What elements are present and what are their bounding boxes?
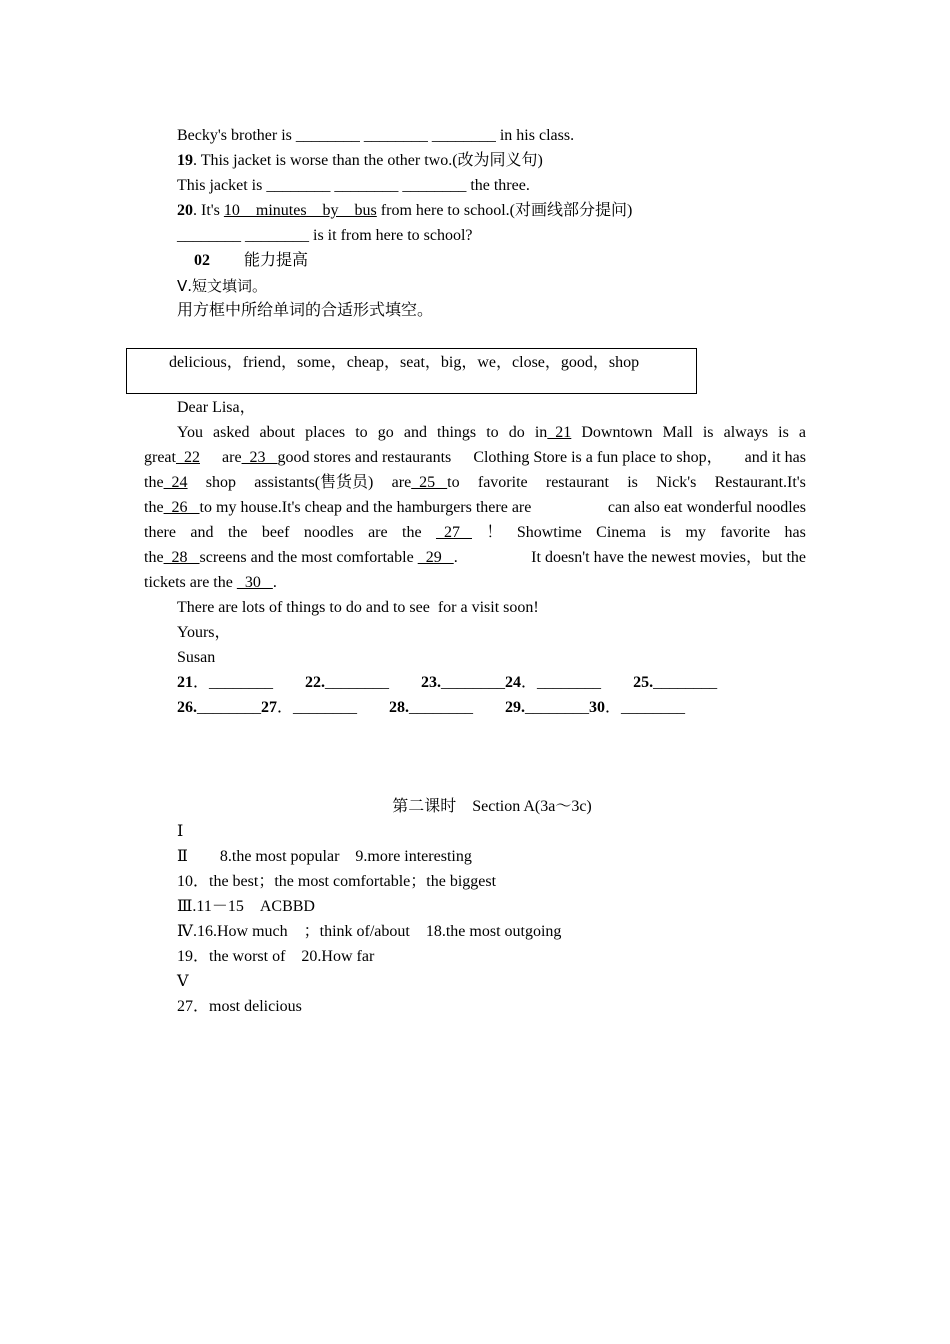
answers-title: 第二课时 Section A(3a～3c) [392, 798, 592, 815]
letter-word: are 25 to [391, 474, 460, 491]
q20-underlined: 10 minutes by bus [223, 202, 377, 219]
letter-word: is [660, 524, 672, 541]
letter-word: are [368, 524, 388, 541]
answer-line-8: 27．most delicious [177, 998, 302, 1015]
q19-line [177, 151, 543, 171]
blank-21-num: 21 [177, 674, 193, 691]
letter-word: the 26 to my house.It's cheap and the hamburgers there are [144, 499, 532, 516]
letter-line [144, 448, 806, 468]
q20-post: from here to school.(对画线部分提问) [376, 202, 633, 219]
letter-word: a [798, 424, 806, 441]
answer-line-2: Ⅱ 8.the most popular 9.more interesting [177, 848, 472, 865]
section-header [194, 251, 308, 271]
letter-word: favorite [477, 474, 528, 491]
blank-23: ________ [441, 674, 506, 691]
letter-word: the [227, 524, 248, 541]
blank-26-num: 26. [177, 699, 197, 716]
letter-word: Downtown [581, 424, 653, 441]
letter-word: and [190, 524, 214, 541]
blank-26: ________ [197, 699, 261, 716]
blank-24-num: 24 [505, 674, 522, 691]
letter-word: there [144, 524, 176, 541]
answer-line-7: Ⅴ [177, 973, 189, 990]
q18-line2: Becky's brother is ________ ________ ________ in his class. [177, 127, 575, 144]
blank-28-num: 28. [389, 699, 410, 716]
letter-word: noodles [303, 524, 354, 541]
letter-word: 27 [435, 524, 472, 541]
letter-word: in 21 [534, 424, 572, 441]
blank-29-num: 29. [505, 699, 526, 716]
letter-greeting: Dear Lisa， [177, 399, 256, 416]
letter-word: can also eat wonderful noodles [607, 499, 806, 516]
letter-word: and it has [744, 449, 806, 466]
letter-p2: There are lots of things to do and to see for a visit soon! [177, 599, 539, 616]
letter-word: do [508, 424, 525, 441]
q19-line2: This jacket is ________ ________ ________ the three. [177, 177, 530, 194]
q19-text: . This jacket is worse than the other two.(改为同义句) [193, 152, 543, 169]
letter-word: the 24 [144, 474, 188, 491]
part5-instruction: 用方框中所给单词的合适形式填空。 [177, 302, 434, 319]
letter-word: to [486, 424, 499, 441]
section-title: 能力提高 [244, 252, 309, 269]
blank-22-num: 22. [305, 674, 326, 691]
letter-word: asked [213, 424, 250, 441]
part5-title: Ⅴ.短文填词。 [177, 277, 268, 295]
letter-word: things [437, 424, 477, 441]
letter-word: the 28 screens and the most comfortable 29 . [144, 549, 458, 566]
blank-29: ________ [525, 699, 590, 716]
q20-line [177, 201, 632, 221]
word-list: delicious，friend，some，cheap，seat，big，we，close，good，shop [169, 354, 640, 371]
letter-word: Clothing Store is a fun place to shop， [473, 449, 723, 466]
blank-22: ________ [325, 674, 390, 691]
letter-word: great 22 [144, 449, 200, 466]
answer-line-6: 19．the worst of 20.How far [177, 948, 375, 965]
q20-line2: ________ ________ is it from here to school? [177, 227, 473, 244]
letter-word: Mall [662, 424, 693, 441]
letter-word: and [403, 424, 427, 441]
answer-line-4: Ⅲ.11－15 ACBBD [177, 898, 315, 915]
blank-27: ．________ [277, 699, 358, 716]
letter-word: assistants(售货员) [254, 474, 374, 491]
letter-word: always [723, 424, 769, 441]
blank-25: ________ [653, 674, 718, 691]
letter-word: restaurant [545, 474, 609, 491]
letter-word: is [627, 474, 638, 491]
q20-number: 20 [177, 202, 193, 219]
blank-24: ．________ [521, 674, 602, 691]
letter-line [144, 523, 806, 543]
letter-word: are 23 good stores and restaurants [222, 449, 452, 466]
letter-signature: Susan [177, 649, 216, 666]
letter-word: shop [205, 474, 237, 491]
q20-pre: . It's [193, 202, 224, 219]
letter-word: is [702, 424, 714, 441]
blank-28: ________ [409, 699, 474, 716]
blank-27-num: 27 [261, 699, 277, 716]
letter-word: It doesn't have the newest movies，but the [531, 549, 806, 566]
letter-word: my [685, 524, 706, 541]
letter-closing: Yours， [177, 624, 231, 641]
letter-line [177, 423, 806, 443]
letter-word: has [784, 524, 806, 541]
answer-line-1: Ⅰ [177, 823, 184, 840]
letter-word: Restaurant.It's [714, 474, 806, 491]
answer-row-2 [177, 698, 685, 718]
letter-line [144, 498, 806, 518]
letter-word: Cinema [596, 524, 646, 541]
letter-word: go [377, 424, 394, 441]
section-number: 02 [194, 252, 210, 269]
blank-30: ．________ [605, 699, 686, 716]
letter-word: Nick's [656, 474, 697, 491]
letter-word: beef [261, 524, 290, 541]
letter-word: ！ [486, 524, 503, 541]
letter-word: about [259, 424, 296, 441]
letter-line [144, 548, 806, 568]
answer-line-5: Ⅳ.16.How much ；think of/about 18.the most outgoing [177, 923, 562, 940]
letter-word: Showtime [516, 524, 582, 541]
letter-word: You [177, 424, 203, 441]
blank-30-num: 30 [589, 699, 606, 716]
blank-21: ．________ [193, 674, 274, 691]
letter-line [144, 473, 806, 493]
letter-word: is [778, 424, 789, 441]
answer-line-3: 10．the best；the most comfortable；the biggest [177, 873, 497, 890]
letter-word: to [355, 424, 368, 441]
letter-word: places [305, 424, 346, 441]
letter-word: the [402, 524, 422, 541]
word-box [126, 348, 697, 394]
answer-row-1 [177, 673, 717, 693]
letter-last-line: tickets are the 30 . [144, 574, 277, 591]
letter-word: favorite [720, 524, 771, 541]
blank-23-num: 23. [421, 674, 442, 691]
blank-25-num: 25. [633, 674, 654, 691]
q19-number: 19 [177, 152, 193, 169]
